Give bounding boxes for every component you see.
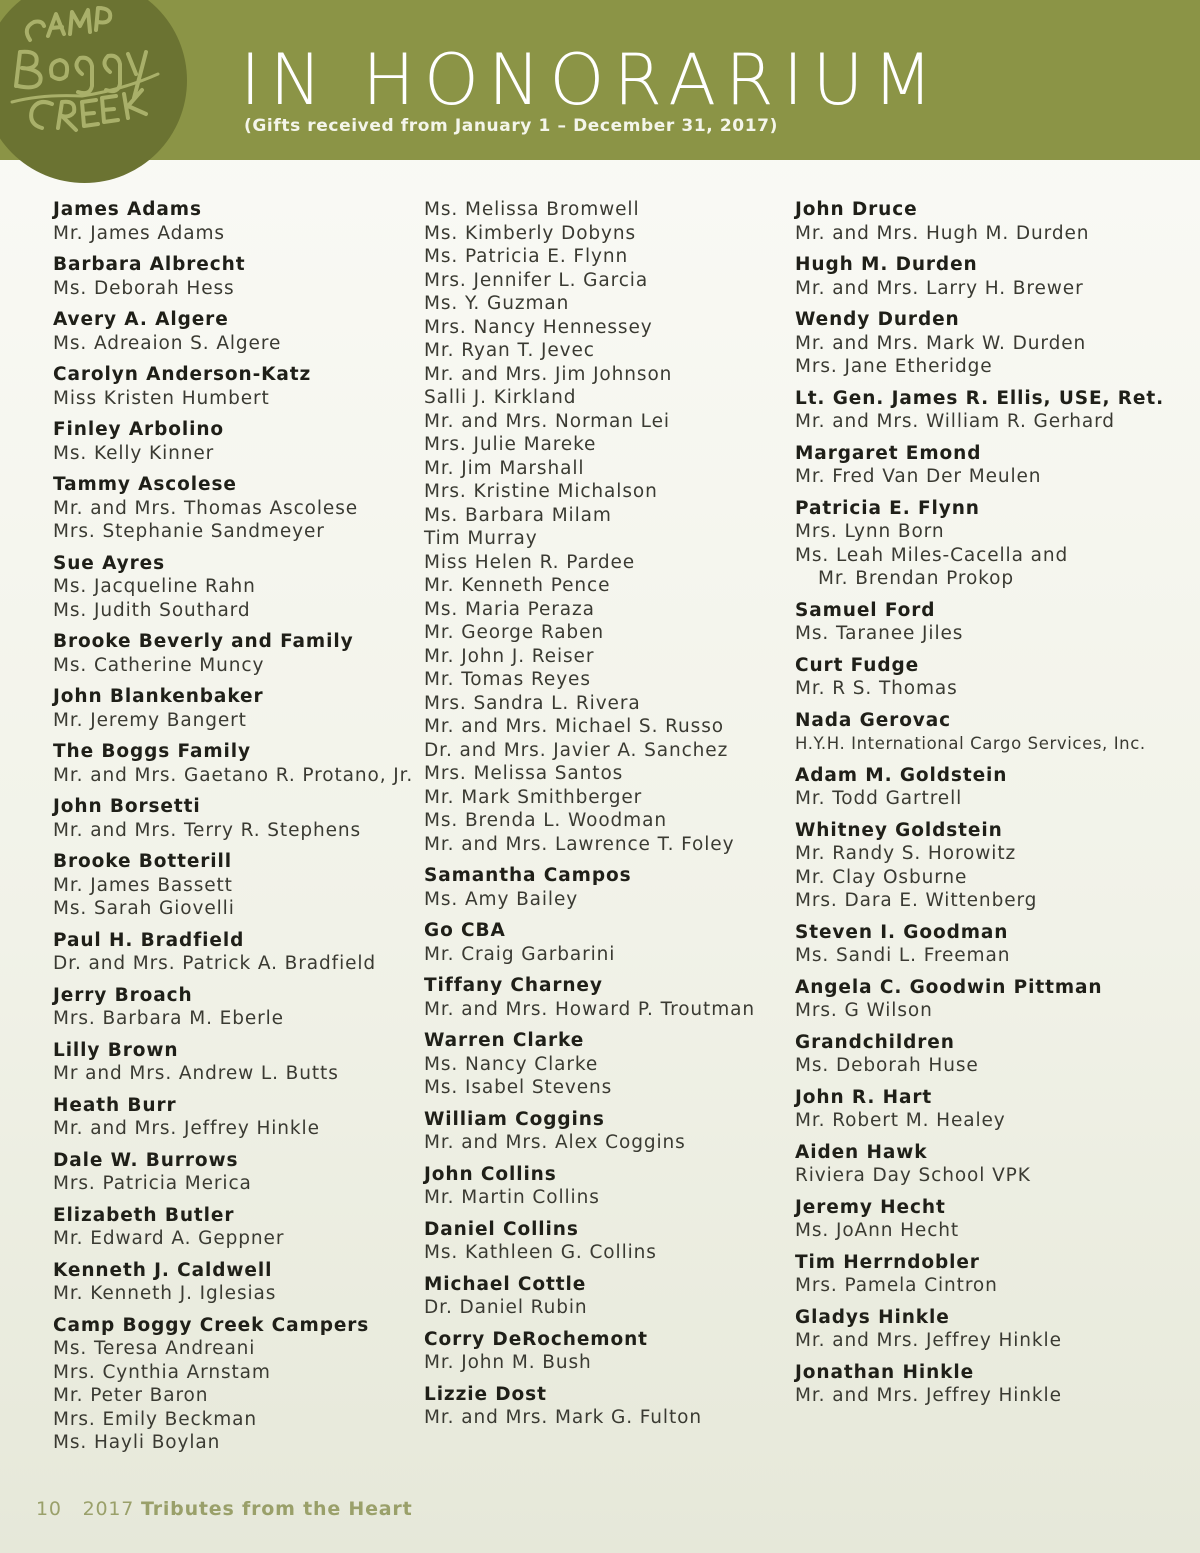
donor-name: Mr. Jim Marshall [424, 457, 585, 479]
honor-entry [424, 1108, 794, 1155]
donor-name: Ms. Sarah Giovelli [53, 898, 235, 919]
honor-entry [795, 387, 1165, 434]
honoree-name: Kenneth J. Caldwell [53, 1259, 273, 1281]
honor-entry [424, 919, 794, 966]
honoree-name: Daniel Collins [424, 1218, 579, 1240]
page-subtitle: (Gifts received from January 1 – December 31, 2017) [244, 116, 778, 136]
honoree-name: Camp Boggy Creek Campers [53, 1314, 370, 1336]
donor-name: Mr. Brendan Prokop [818, 568, 1014, 589]
honor-entry [53, 1039, 423, 1086]
honor-entry [795, 497, 1165, 591]
page-footer [36, 1498, 412, 1520]
honor-entry [53, 795, 423, 842]
honoree-name: Avery A. Algere [53, 309, 229, 330]
donor-name: Mr. R S. Thomas [795, 678, 958, 699]
honor-entry [795, 1196, 1165, 1243]
honor-entry [53, 1094, 423, 1141]
honoree-name: Brooke Botterill [53, 851, 233, 872]
honoree-name: Jonathan Hinkle [795, 1361, 975, 1383]
donor-name: Mr. and Mrs. Thomas Ascolese [53, 497, 359, 519]
honoree-name: Heath Burr [53, 1094, 177, 1116]
honoree-name: Angela C. Goodwin Pittman [795, 976, 1103, 998]
honor-entry [53, 984, 423, 1031]
honoree-name: Tiffany Charney [424, 975, 603, 996]
honor-entry [53, 630, 423, 677]
honoree-name: Whitney Goldstein [795, 819, 1003, 841]
donor-name: Mrs. Julie Mareke [424, 434, 597, 455]
honor-entry [424, 1328, 794, 1375]
honor-entry [53, 1259, 423, 1306]
honor-entry [795, 198, 1165, 245]
donor-name: Riviera Day School VPK [795, 1165, 1031, 1186]
honoree-name: Go CBA [424, 920, 506, 941]
honoree-name: Barbara Albrecht [53, 254, 246, 275]
honoree-name: William Coggins [424, 1108, 605, 1130]
donor-name: Mr. Ryan T. Jevec [424, 340, 595, 361]
honor-entry [53, 308, 423, 355]
donor-name: Mr. and Mrs. Jeffrey Hinkle [795, 1330, 1062, 1351]
honor-entry [53, 1204, 423, 1251]
donor-name: Ms. Adreaion S. Algere [53, 332, 282, 354]
honor-entry [424, 1029, 794, 1100]
honor-entry [53, 929, 423, 976]
donor-name: Mr. James Adams [53, 222, 225, 244]
donor-name: Mrs. G Wilson [795, 1000, 933, 1021]
donor-name: Ms. JoAnn Hecht [795, 1220, 960, 1241]
honoree-name: Hugh M. Durden [795, 254, 978, 275]
honoree-name: John Druce [795, 199, 918, 220]
honoree-name: Lizzie Dost [424, 1383, 547, 1405]
honoree-name: Curt Fudge [795, 654, 920, 676]
donor-name: Mr. John M. Bush [424, 1352, 592, 1373]
donor-name: Ms. Barbara Milam [424, 504, 612, 526]
honor-entry [795, 1141, 1165, 1188]
donor-name: Mr. Tomas Reyes [424, 669, 591, 690]
donor-name: Mrs. Dara E. Wittenberg [795, 890, 1038, 911]
honoree-name: Paul H. Bradfield [53, 929, 245, 951]
honoree-name: Elizabeth Butler [53, 1204, 235, 1226]
donor-name: Mr. and Mrs. Jim Johnson [424, 363, 673, 385]
honor-entry [795, 442, 1165, 489]
honoree-name: Jeremy Hecht [795, 1196, 946, 1218]
honoree-name: Gladys Hinkle [795, 1306, 950, 1328]
donor-name: Mrs. Cynthia Arnstam [53, 1361, 271, 1383]
donor-name: Mr. Fred Van Der Meulen [795, 466, 1042, 487]
honor-entry [424, 864, 794, 911]
donor-name: Ms. Maria Peraza [424, 598, 595, 620]
donor-name: Ms. Sandi L. Freeman [795, 945, 1011, 966]
footer-publication: Tributes from the Heart [141, 1498, 413, 1520]
donor-name: H.Y.H. International Cargo Services, Inc. [795, 734, 1146, 753]
honor-entry [795, 709, 1165, 756]
honoree-name: John Blankenbaker [53, 686, 264, 707]
donor-name: Mr. John J. Reiser [424, 645, 595, 667]
donor-name: Dr. Daniel Rubin [424, 1297, 588, 1318]
donor-name: Mr. and Mrs. Lawrence T. Foley [424, 833, 735, 855]
donor-name: Mr. and Mrs. Gaetano R. Protano, Jr. [53, 764, 414, 786]
donor-name: Mr. Todd Gartrell [795, 788, 963, 809]
honor-entry [795, 976, 1165, 1023]
honor-entry [424, 974, 794, 1021]
honor-entry [424, 1218, 794, 1265]
honoree-name: John Borsetti [53, 796, 201, 817]
honoree-name: Lilly Brown [53, 1039, 179, 1061]
donor-name: Mrs. Barbara M. Eberle [53, 1008, 284, 1029]
donor-name: Mr. Martin Collins [424, 1187, 600, 1208]
honor-entry [424, 198, 794, 856]
donor-name: Ms. Amy Bailey [424, 888, 579, 910]
honoree-name: Steven I. Goodman [795, 921, 1009, 943]
page-title: IN HONORARIUM [240, 39, 943, 121]
donor-name: Mrs. Stephanie Sandmeyer [53, 521, 325, 542]
donor-name: Mrs. Emily Beckman [53, 1408, 258, 1430]
honor-entry [795, 819, 1165, 913]
honor-entry [53, 198, 423, 245]
donor-name: Ms. Leah Miles-Cacella and [795, 544, 1069, 566]
honor-entry [795, 253, 1165, 300]
donor-name: Mr. and Mrs. Norman Lei [424, 410, 670, 432]
honoree-name: Samantha Campos [424, 865, 632, 886]
donor-name: Miss Kristen Humbert [53, 387, 270, 409]
donor-name: Mr. and Mrs. Alex Coggins [424, 1132, 686, 1153]
donor-name: Mrs. Nancy Hennessey [424, 316, 653, 338]
honor-entry [53, 740, 423, 787]
donor-name: Ms. Nancy Clarke [424, 1053, 599, 1075]
honoree-name: Carolyn Anderson-Katz [53, 364, 312, 385]
donor-name: Mr. and Mrs. Michael S. Russo [424, 716, 724, 737]
honoree-name: Wendy Durden [795, 309, 960, 330]
donor-name: Mr. and Mrs. Larry H. Brewer [795, 277, 1084, 299]
donor-name: Mr. Edward A. Geppner [53, 1228, 285, 1249]
honor-entry [795, 1086, 1165, 1133]
donor-name: Mrs. Jennifer L. Garcia [424, 269, 649, 291]
donor-name: Mr. Craig Garbarini [424, 943, 616, 965]
page-header [0, 0, 1200, 160]
donor-name: Mrs. Jane Etheridge [795, 356, 993, 377]
donor-name: Ms. Isabel Stevens [424, 1077, 613, 1098]
donor-name: Mr. Randy S. Horowitz [795, 843, 1017, 864]
donor-name: Dr. and Mrs. Javier A. Sanchez [424, 739, 729, 761]
donor-name: Mrs. Patricia Merica [53, 1173, 252, 1194]
donor-name: Ms. Melissa Bromwell [424, 199, 640, 220]
donor-name: Mrs. Kristine Michalson [424, 481, 658, 502]
honoree-name: Brooke Beverly and Family [53, 631, 354, 652]
donor-name: Mr. James Bassett [53, 874, 233, 896]
honoree-name: Grandchildren [795, 1031, 955, 1053]
donor-name: Ms. Taranee Jiles [795, 623, 964, 644]
donor-name: Ms. Catherine Muncy [53, 654, 265, 676]
honor-entry [795, 1031, 1165, 1078]
honoree-name: James Adams [53, 199, 202, 220]
honor-entry [53, 552, 423, 623]
donor-name: Ms. Deborah Hess [53, 277, 235, 299]
honorarium-column-3 [795, 198, 1165, 1416]
donor-name: Mr. George Raben [424, 622, 604, 643]
honoree-name: Adam M. Goldstein [795, 764, 1008, 786]
honoree-name: Jerry Broach [53, 984, 193, 1006]
donor-name: Ms. Brenda L. Woodman [424, 810, 667, 831]
honor-entry [424, 1273, 794, 1320]
donor-name: Ms. Deborah Huse [795, 1055, 979, 1076]
honoree-name: Corry DeRochemont [424, 1328, 648, 1350]
donor-name: Mrs. Lynn Born [795, 521, 945, 542]
honoree-name: Lt. Gen. James R. Ellis, USE, Ret. [795, 387, 1165, 409]
footer-year: 2017 [82, 1498, 135, 1520]
honoree-name: Warren Clarke [424, 1030, 585, 1051]
honor-entry [424, 1383, 794, 1430]
donor-name: Mrs. Melissa Santos [424, 763, 624, 784]
donor-name: Salli J. Kirkland [424, 387, 577, 408]
honor-entry [53, 850, 423, 921]
donor-name: Mrs. Pamela Cintron [795, 1275, 998, 1296]
honor-entry [795, 764, 1165, 811]
logo-lettering [0, 0, 187, 183]
donor-name: Mr. Peter Baron [53, 1385, 209, 1406]
donor-name: Mr. and Mrs. Hugh M. Durden [795, 222, 1090, 244]
honor-entry [424, 1163, 794, 1210]
honor-entry [795, 599, 1165, 646]
honorarium-column-1 [53, 198, 423, 1463]
honoree-name: Tammy Ascolese [53, 474, 237, 495]
honor-entry [795, 1306, 1165, 1353]
donor-name: Mrs. Sandra L. Rivera [424, 692, 641, 714]
page-number: 10 [36, 1498, 62, 1520]
honoree-name: Dale W. Burrows [53, 1149, 239, 1171]
donor-name: Mr. and Mrs. Howard P. Troutman [424, 998, 755, 1020]
honor-entry [53, 418, 423, 465]
honoree-name: Sue Ayres [53, 552, 165, 574]
donor-name: Mr. and Mrs. Mark W. Durden [795, 332, 1087, 354]
honor-entry [795, 1251, 1165, 1298]
donor-name: Tim Murray [424, 528, 538, 549]
donor-name: Ms. Teresa Andreani [53, 1338, 256, 1359]
donor-name: Mr. and Mrs. Terry R. Stephens [53, 819, 362, 841]
donor-name: Mr. and Mrs. William R. Gerhard [795, 411, 1115, 432]
honor-entry [795, 654, 1165, 701]
donor-name: Mr. and Mrs. Jeffrey Hinkle [53, 1118, 320, 1139]
honoree-name: Margaret Emond [795, 442, 982, 464]
honoree-name: The Boggs Family [53, 741, 251, 762]
donor-name: Mr. Kenneth Pence [424, 575, 611, 596]
honor-entry [795, 921, 1165, 968]
donor-name: Ms. Kathleen G. Collins [424, 1242, 657, 1263]
donor-name: Ms. Kimberly Dobyns [424, 222, 637, 244]
donor-name: Miss Helen R. Pardee [424, 551, 636, 573]
donor-name: Mr. and Mrs. Jeffrey Hinkle [795, 1385, 1062, 1406]
donor-name: Mr. Clay Osburne [795, 866, 968, 888]
donor-name: Mr. and Mrs. Mark G. Fulton [424, 1407, 702, 1428]
honoree-name: Michael Cottle [424, 1273, 587, 1295]
honoree-name: Nada Gerovac [795, 709, 952, 731]
honor-entry [53, 685, 423, 732]
honor-entry [53, 473, 423, 544]
donor-name: Mr. Mark Smithberger [424, 786, 643, 808]
donor-name: Dr. and Mrs. Patrick A. Bradfield [53, 953, 377, 974]
donor-name: Ms. Y. Guzman [424, 293, 570, 314]
donor-name: Ms. Jacqueline Rahn [53, 576, 256, 597]
honoree-name: Patricia E. Flynn [795, 497, 980, 519]
honoree-name: John Collins [424, 1163, 557, 1185]
honoree-name: Finley Arbolino [53, 419, 224, 440]
camp-boggy-creek-logo [0, 0, 187, 183]
honor-entry [53, 363, 423, 410]
donor-name: Mr and Mrs. Andrew L. Butts [53, 1063, 339, 1084]
donor-name: Mr. Jeremy Bangert [53, 709, 247, 731]
donor-name: Ms. Judith Southard [53, 599, 251, 621]
honor-entry [795, 308, 1165, 379]
donor-name: Mr. Robert M. Healey [795, 1110, 1006, 1131]
donor-name: Ms. Hayli Boylan [53, 1432, 221, 1453]
donor-name: Ms. Kelly Kinner [53, 442, 215, 464]
honoree-name: Samuel Ford [795, 599, 936, 621]
honoree-name: Tim Herrndobler [795, 1251, 980, 1273]
honoree-name: John R. Hart [795, 1086, 933, 1108]
honorarium-column-2 [424, 198, 794, 1438]
honor-entry [53, 1149, 423, 1196]
donor-name: Ms. Patricia E. Flynn [424, 246, 629, 267]
honor-entry [53, 1314, 423, 1455]
donor-name: Mr. Kenneth J. Iglesias [53, 1283, 277, 1304]
honor-entry [53, 253, 423, 300]
honor-entry [795, 1361, 1165, 1408]
honoree-name: Aiden Hawk [795, 1141, 928, 1163]
